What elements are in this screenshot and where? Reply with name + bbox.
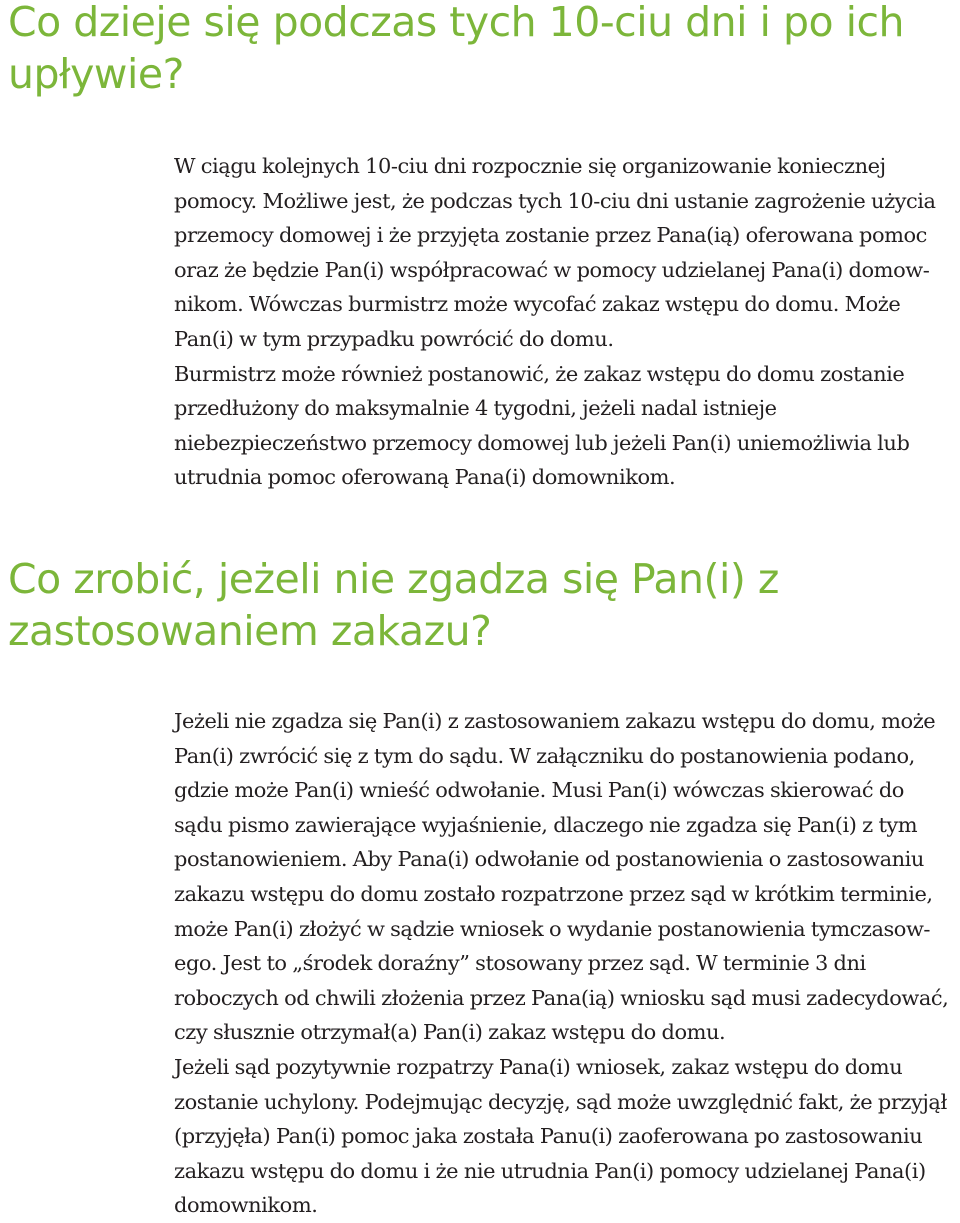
text-line: gdzie może Pan(i) wnieść odwołanie. Musi Pan(i) wówczas skierować do [174, 778, 904, 803]
text-line: zostanie uchylony. Podejmując decyzję, sąd może uwzględnić fakt, że przyjął [174, 1089, 947, 1114]
text-line: Burmistrz może również postanowić, że zakaz wstępu do domu zostanie [174, 361, 905, 386]
text-line: Jeżeli nie zgadza się Pan(i) z zastosowaniem zakazu wstępu do domu, może [174, 709, 936, 733]
text-line: przedłużony do maksymalnie 4 tygodni, jeżeli nadal istnieje [174, 396, 777, 421]
text-line: pomocy. Możliwe jest, że podczas tych 10-ciu dni ustanie zagrożenie użycia [174, 188, 936, 213]
text-line: zakazu wstępu do domu zostało rozpatrzone przez sąd w krótkim terminie, [174, 881, 933, 906]
heading-disagree-with-ban [8, 553, 779, 657]
text-line: oraz że będzie Pan(i) współpracować w pomocy udzielanej Pana(i) domow- [174, 257, 930, 282]
text-line: ego. Jest to „środek doraźny” stosowany przez sąd. W terminie 3 dni [174, 951, 866, 976]
text-line: W ciągu kolejnych 10-ciu dni rozpocznie się organizowanie koniecznej [174, 154, 886, 178]
text-line: Pan(i) w tym przypadku powrócić do domu. [174, 326, 614, 351]
text-line: niebezpieczeństwo przemocy domowej lub jeżeli Pan(i) uniemożliwia lub [174, 430, 910, 455]
text-line: przemocy domowej i że przyjęta zostanie przez Pana(ią) oferowana pomoc [174, 223, 927, 248]
text-line: nikom. Wówczas burmistrz może wycofać zakaz wstępu do domu. Może [174, 292, 901, 317]
heading-line: upływie? [8, 50, 184, 98]
text-line: Pan(i) zwrócić się z tym do sądu. W załączniku do postanowienia podano, [174, 743, 915, 768]
heading-line: Co zrobić, jeżeli nie zgadza się Pan(i) z [8, 555, 779, 603]
text-line: domownikom. [174, 1193, 318, 1218]
text-line: (przyjęła) Pan(i) pomoc jaka została Panu(i) zaoferowana po zastosowaniu [174, 1124, 923, 1149]
paragraph-disagree-with-ban [174, 704, 960, 1223]
paragraph-during-ten-days [174, 149, 960, 495]
heading-during-ten-days [8, 0, 904, 100]
text-line: postanowieniem. Aby Pana(i) odwołanie od postanowienia o zastosowaniu [174, 847, 924, 872]
text-line: Jeżeli sąd pozytywnie rozpatrzy Pana(i) wniosek, zakaz wstępu do domu [174, 1054, 903, 1079]
text-line: zakazu wstępu do domu i że nie utrudnia Pan(i) pomocy udzielanej Pana(i) [174, 1158, 926, 1183]
heading-line: zastosowaniem zakazu? [8, 607, 492, 655]
heading-line: Co dzieje się podczas tych 10-ciu dni i po ich [8, 0, 905, 46]
text-line: sądu pismo zawierające wyjaśnienie, dlaczego nie zgadza się Pan(i) z tym [174, 812, 918, 837]
text-line: czy słusznie otrzymał(a) Pan(i) zakaz wstępu do domu. [174, 1020, 726, 1045]
text-line: utrudnia pomoc oferowaną Pana(i) domownikom. [174, 465, 676, 490]
text-line: roboczych od chwili złożenia przez Pana(ią) wniosku sąd musi zadecydować, [174, 985, 949, 1010]
text-line: może Pan(i) złożyć w sądzie wniosek o wydanie postanowienia tymczasow- [174, 916, 931, 941]
